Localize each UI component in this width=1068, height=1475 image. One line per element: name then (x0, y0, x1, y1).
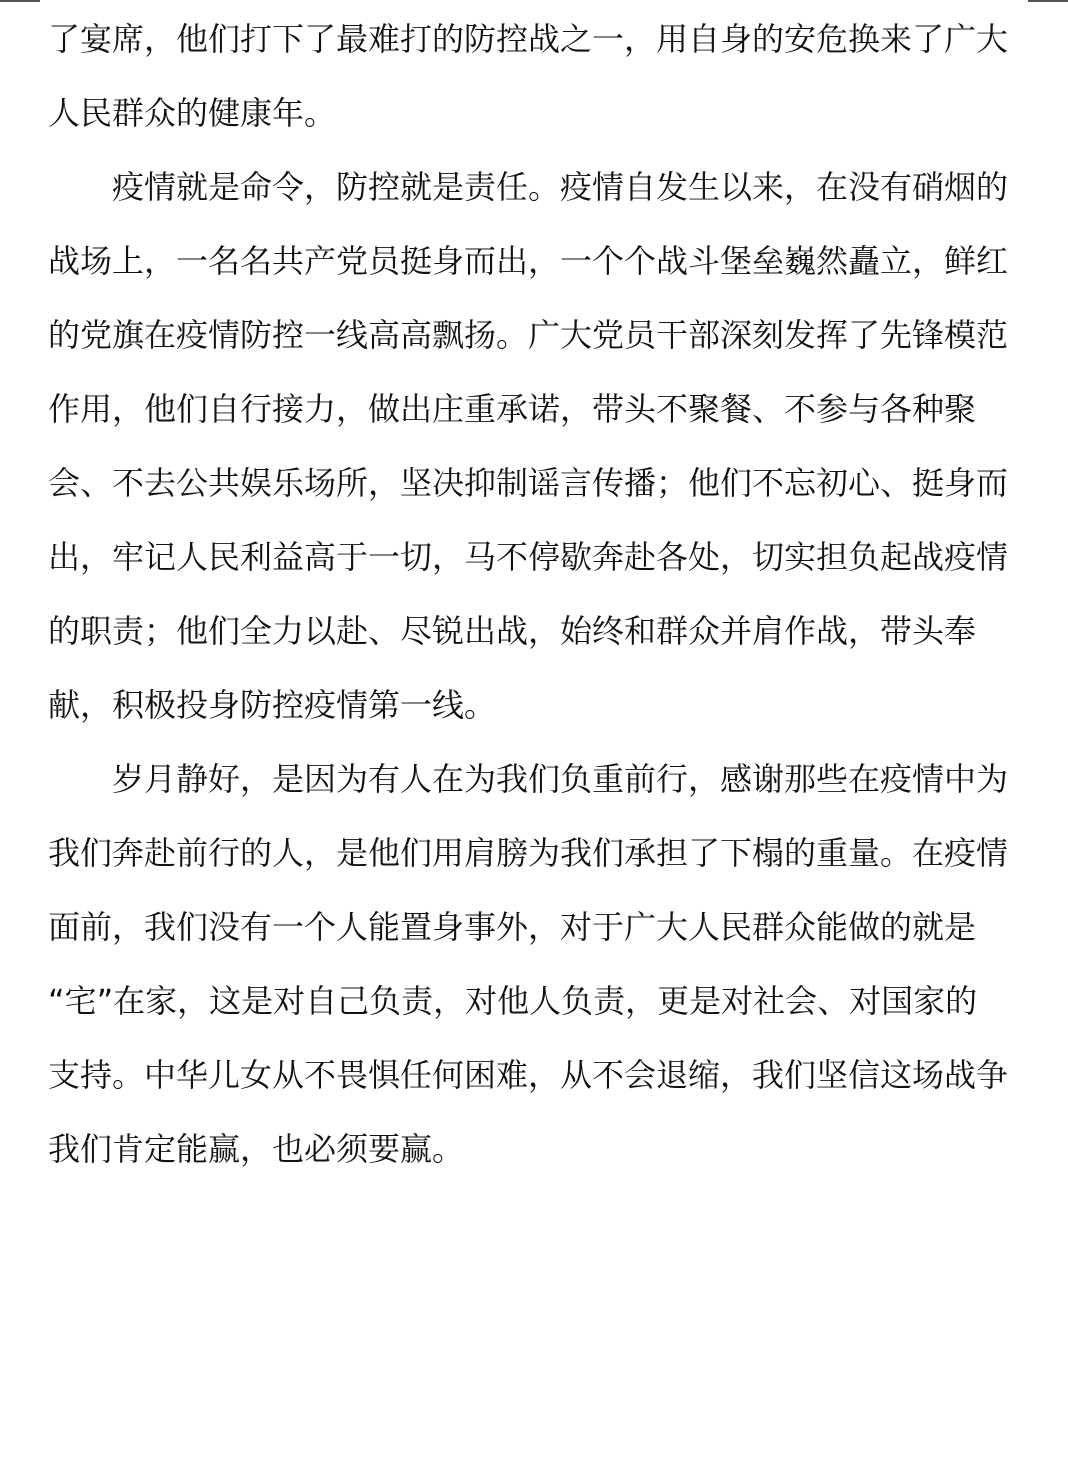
page-edge-mark-right (1028, 0, 1068, 2)
page-edge-mark-left (0, 0, 40, 2)
paragraph (48, 150, 1016, 742)
text-line: “宅”在家，这是对自己负责，对他人负责，更是对社会、对国家的 (48, 982, 978, 1020)
text-line: 疫情就是命令，防控就是责任。疫情自发生以来，在没有硝烟的 (112, 168, 1009, 206)
text-line: 作用，他们自行接力，做出庄重承诺，带头不聚餐、不参与各种聚 (48, 390, 977, 428)
text-line: 我们肯定能赢，也必须要赢。 (48, 1130, 465, 1168)
text-line: 了宴席，他们打下了最难打的防控战之一，用自身的安危换来了广大 (48, 20, 1009, 58)
text-line: 面前，我们没有一个人能置身事外，对于广大人民群众能做的就是 (48, 908, 977, 946)
text-line: 出，牢记人民利益高于一切，马不停歇奔赴各处，切实担负起战疫情 (48, 538, 1009, 576)
text-line: 的职责；他们全力以赴、尽锐出战，始终和群众并肩作战，带头奉 (48, 612, 977, 650)
text-line: 我们奔赴前行的人，是他们用肩膀为我们承担了下榻的重量。在疫情 (48, 834, 1009, 872)
text-line: 支持。中华儿女从不畏惧任何困难，从不会退缩，我们坚信这场战争 (48, 1056, 1009, 1094)
document-body (48, 2, 1016, 1186)
text-line: 人民群众的健康年。 (48, 94, 337, 132)
paragraph (48, 2, 1016, 150)
text-line: 战场上，一名名共产党员挺身而出，一个个战斗堡垒巍然矗立，鲜红 (48, 242, 1009, 280)
text-line: 献，积极投身防控疫情第一线。 (48, 686, 497, 724)
text-line: 的党旗在疫情防控一线高高飘扬。广大党员干部深刻发挥了先锋模范 (48, 316, 1009, 354)
text-line: 会、不去公共娱乐场所，坚决抑制谣言传播；他们不忘初心、挺身而 (48, 464, 1009, 502)
text-line: 岁月静好，是因为有人在为我们负重前行，感谢那些在疫情中为 (112, 760, 1009, 798)
paragraph (48, 742, 1016, 1186)
